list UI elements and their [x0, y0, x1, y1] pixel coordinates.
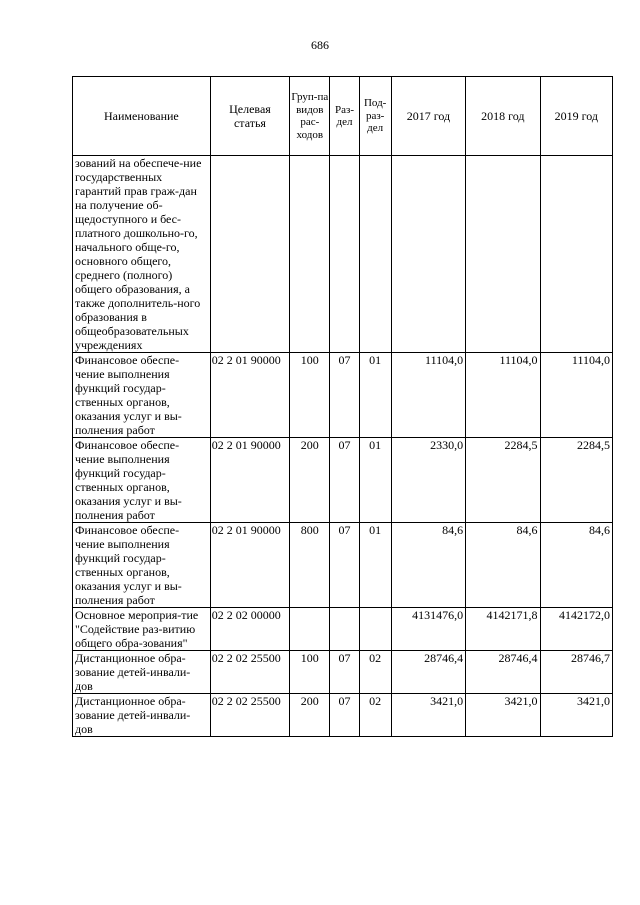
cell-2019: 28746,7 — [540, 651, 612, 694]
cell-code: 02 2 02 25500 — [210, 694, 289, 737]
cell-2019: 84,6 — [540, 523, 612, 608]
cell-subsection — [359, 156, 391, 353]
cell-group: 800 — [290, 523, 330, 608]
cell-group — [290, 156, 330, 353]
header-2018: 2018 год — [466, 77, 540, 156]
cell-2018: 4142171,8 — [466, 608, 540, 651]
cell-2017: 3421,0 — [391, 694, 465, 737]
cell-code: 02 2 02 00000 — [210, 608, 289, 651]
table-row — [73, 694, 613, 737]
cell-subsection: 02 — [359, 651, 391, 694]
cell-group: 200 — [290, 694, 330, 737]
cell-name: зований на обеспече-ние государственных гарантий прав граж-дан на получение об-щедоступного и бес-платного дошкольно-го, начального обще-го, основного общего, среднего (полного) общего образования, а также дополнитель-ного образования в общеобразовательных учреждениях — [73, 156, 211, 353]
cell-section: 07 — [330, 438, 359, 523]
table-header-row — [73, 77, 613, 156]
cell-name: Финансовое обеспе-чение выполнения функций государ-ственных органов, оказания услуг и вы-полнения работ — [73, 523, 211, 608]
cell-code: 02 2 01 90000 — [210, 353, 289, 438]
cell-2017: 2330,0 — [391, 438, 465, 523]
cell-code — [210, 156, 289, 353]
cell-2017: 84,6 — [391, 523, 465, 608]
cell-group: 200 — [290, 438, 330, 523]
cell-group — [290, 608, 330, 651]
cell-section: 07 — [330, 651, 359, 694]
table-row — [73, 156, 613, 353]
table-row — [73, 608, 613, 651]
cell-2019: 2284,5 — [540, 438, 612, 523]
cell-2017: 11104,0 — [391, 353, 465, 438]
cell-subsection: 01 — [359, 523, 391, 608]
cell-subsection: 01 — [359, 438, 391, 523]
cell-name: Дистанционное обра-зование детей-инвали-дов — [73, 694, 211, 737]
cell-2017: 4131476,0 — [391, 608, 465, 651]
cell-section: 07 — [330, 523, 359, 608]
cell-group: 100 — [290, 353, 330, 438]
cell-section: 07 — [330, 694, 359, 737]
cell-code: 02 2 02 25500 — [210, 651, 289, 694]
cell-2018: 2284,5 — [466, 438, 540, 523]
header-group: Груп-па видов рас-ходов — [290, 77, 330, 156]
cell-subsection: 02 — [359, 694, 391, 737]
cell-name: Основное мероприя-тие "Содействие раз-витию общего обра-зования" — [73, 608, 211, 651]
cell-code: 02 2 01 90000 — [210, 438, 289, 523]
cell-subsection: 01 — [359, 353, 391, 438]
cell-name: Дистанционное обра-зование детей-инвали-дов — [73, 651, 211, 694]
header-section: Раз-дел — [330, 77, 359, 156]
header-subsection: Под-раз-дел — [359, 77, 391, 156]
cell-2018: 3421,0 — [466, 694, 540, 737]
cell-section: 07 — [330, 353, 359, 438]
cell-2019: 3421,0 — [540, 694, 612, 737]
cell-subsection — [359, 608, 391, 651]
table-row — [73, 651, 613, 694]
table-row — [73, 438, 613, 523]
cell-2018: 84,6 — [466, 523, 540, 608]
cell-2018: 28746,4 — [466, 651, 540, 694]
cell-code: 02 2 01 90000 — [210, 523, 289, 608]
header-name: Наименование — [73, 77, 211, 156]
cell-2018 — [466, 156, 540, 353]
header-code: Целевая статья — [210, 77, 289, 156]
cell-2019: 11104,0 — [540, 353, 612, 438]
header-2017: 2017 год — [391, 77, 465, 156]
cell-name: Финансовое обеспе-чение выполнения функций государ-ственных органов, оказания услуг и вы-полнения работ — [73, 438, 211, 523]
cell-2018: 11104,0 — [466, 353, 540, 438]
cell-2017 — [391, 156, 465, 353]
table-row — [73, 523, 613, 608]
page-number: 686 — [311, 38, 329, 52]
cell-section — [330, 608, 359, 651]
cell-section — [330, 156, 359, 353]
table-row — [73, 353, 613, 438]
budget-table — [72, 76, 613, 737]
cell-2019: 4142172,0 — [540, 608, 612, 651]
header-2019: 2019 год — [540, 77, 612, 156]
cell-group: 100 — [290, 651, 330, 694]
cell-2019 — [540, 156, 612, 353]
cell-2017: 28746,4 — [391, 651, 465, 694]
cell-name: Финансовое обеспе-чение выполнения функций государ-ственных органов, оказания услуг и вы-полнения работ — [73, 353, 211, 438]
